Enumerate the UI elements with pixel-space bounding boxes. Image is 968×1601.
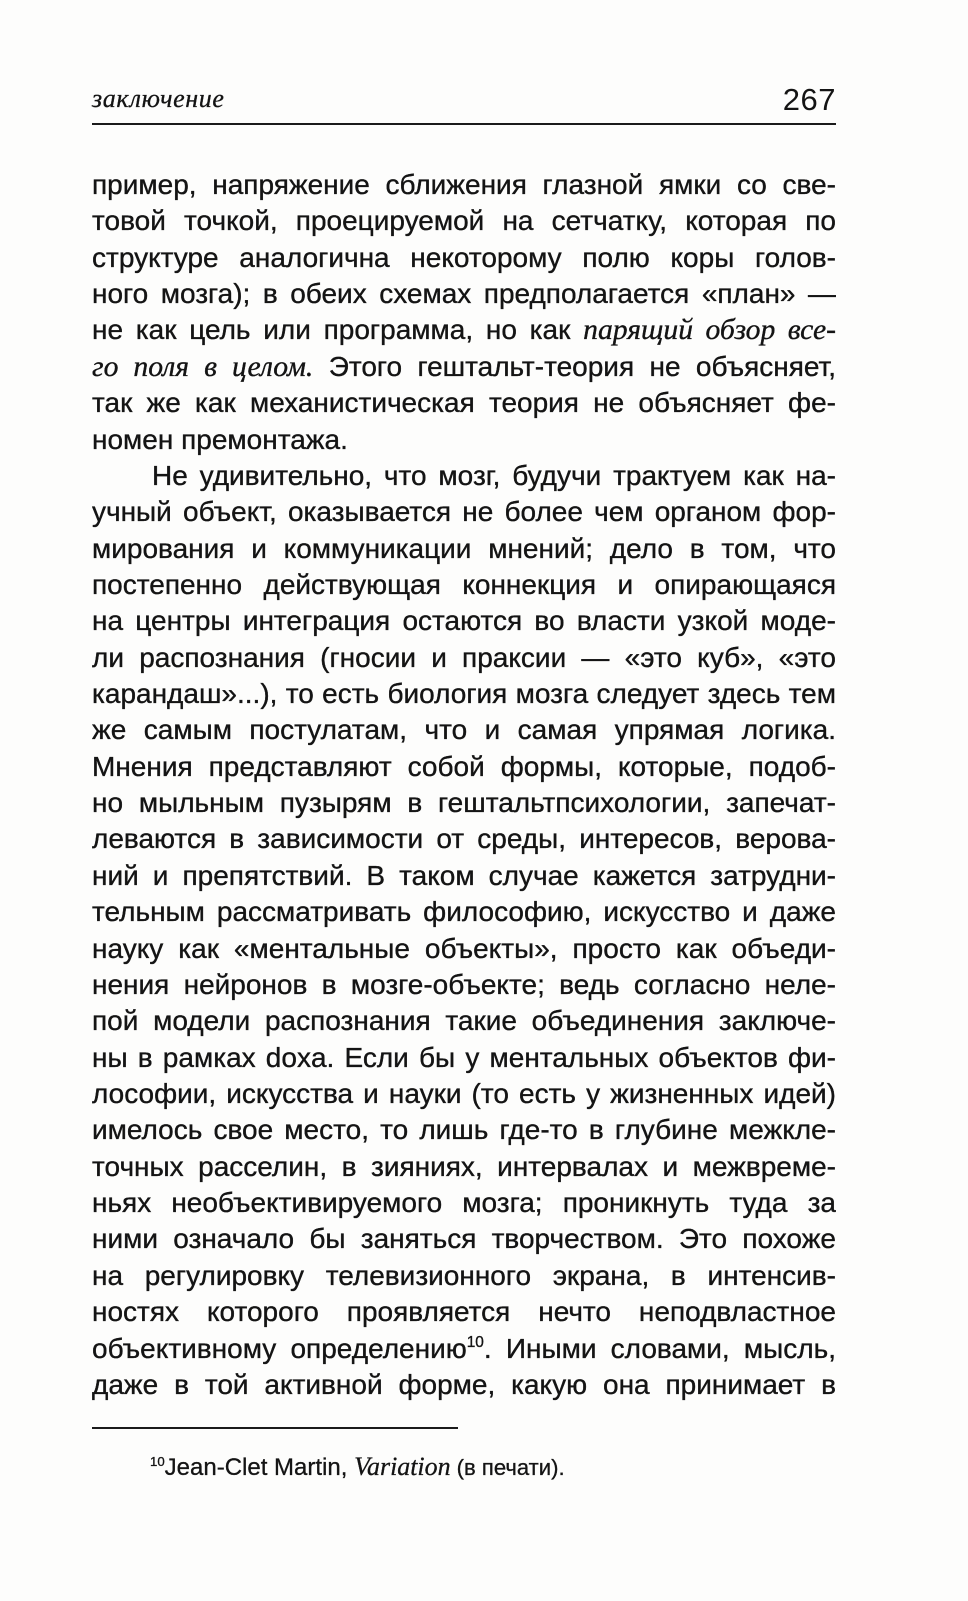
text-segment: так же как механистическая теория не объясняет фе- [92, 387, 836, 419]
text-segment: Этого гештальт-теория не объясняет, [313, 350, 836, 382]
footnote-reference: 10 [466, 1333, 484, 1351]
text-line [92, 1003, 836, 1039]
header-rule [92, 123, 836, 125]
text-line [92, 531, 836, 567]
text-segment: но мыльным пузырям в гештальтпсихологии, запечат- [92, 787, 836, 819]
text-segment: пой модели распознания такие объединения заключе- [92, 1005, 836, 1037]
text-line [92, 203, 836, 239]
text-segment: тельным рассматривать философию, искусство и даже [92, 896, 836, 928]
text-segment: лософии, искусства и науки (то есть у жизненных идей) [92, 1077, 836, 1109]
text-line [92, 821, 836, 857]
text-segment: ний и препятствий. В таком случае кажется затрудни- [92, 859, 836, 891]
text-segment: нения нейронов в мозге-объекте; ведь согласно неле- [92, 968, 836, 1000]
text-line [92, 458, 836, 494]
text-segment: же самым постулатам, что и самая упрямая логика. [92, 714, 836, 746]
text-line [92, 494, 836, 530]
text-segment: учный объект, оказывается не более чем органом фор- [92, 496, 836, 528]
text-line [92, 676, 836, 712]
text-line [92, 1367, 836, 1403]
text-line [92, 712, 836, 748]
text-line [92, 749, 836, 785]
text-line [92, 931, 836, 967]
footnote [150, 1449, 830, 1486]
text-line [92, 1076, 836, 1112]
running-title: заключение [92, 84, 225, 113]
text-line [92, 603, 836, 639]
text-segment: ного мозга); в обеих схемах предполагается «план» — [92, 278, 836, 310]
text-segment: на центры интеграция остаются во власти узкой моде- [92, 605, 836, 637]
text-segment: на регулировку телевизионного экрана, в интенсив- [92, 1259, 836, 1291]
text-segment: ностях которого проявляется нечто неподвластное [92, 1296, 836, 1328]
text-line [92, 1294, 836, 1330]
italic-text: го поля в целом. [92, 350, 314, 383]
text-line [92, 858, 836, 894]
text-segment: науку как «ментальные объекты», просто как объеди- [92, 932, 836, 964]
text-segment: ли распознания (гносии и праксии — «это куб», «это [92, 641, 836, 673]
footnote-mark: 10 [150, 1453, 165, 1469]
page-header [92, 78, 836, 120]
text-line [92, 385, 836, 421]
text-segment: имелось свое место, то лишь где-то в глубине межкле- [92, 1114, 836, 1146]
text-line [92, 167, 836, 203]
text-line [92, 349, 836, 385]
text-segment: пример, напряжение сближения глазной ямки со све- [92, 169, 836, 200]
text-line [92, 1040, 836, 1076]
text-segment: даже в той активной форме, какую она принимает в [92, 1368, 836, 1400]
text-line [92, 967, 836, 1003]
text-line [92, 894, 836, 930]
text-line [92, 422, 836, 458]
footnote-rule [92, 1427, 458, 1429]
text-line [92, 1185, 836, 1221]
text-line [92, 1112, 836, 1148]
text-segment: не как цель или программа, но как [92, 314, 584, 346]
paragraph [92, 167, 836, 458]
text-segment: номен премонтажа. [92, 423, 348, 455]
text-segment: ны в рамках doxa. Если бы у ментальных объектов фи- [92, 1041, 836, 1073]
body-text [92, 167, 836, 1403]
footnote-author: Jean-Clet Martin, [164, 1454, 355, 1481]
italic-text: парящий обзор все- [583, 314, 836, 347]
text-line [92, 785, 836, 821]
text-line [92, 276, 836, 312]
text-segment: ньях необъективируемого мозга; проникнуть туда за [92, 1187, 836, 1219]
text-segment: мирования и коммуникации мнений; дело в том, что [92, 532, 836, 564]
text-segment: объективному определению [92, 1332, 467, 1364]
text-line [92, 1331, 836, 1367]
text-line [92, 1149, 836, 1185]
text-line [92, 1258, 836, 1294]
text-segment: Мнения представляют собой формы, которые, подоб- [92, 750, 836, 782]
text-line [92, 567, 836, 603]
text-line [92, 1221, 836, 1257]
text-segment: постепенно действующая коннекция и опирающаяся [92, 568, 836, 600]
text-line [92, 640, 836, 676]
paragraph [92, 458, 836, 1403]
text-segment: товой точкой, проецируемой на сетчатку, которая по [92, 205, 836, 237]
text-line [92, 312, 836, 348]
text-segment: точных расселин, в зияниях, интервалах и межвреме- [92, 1150, 836, 1182]
text-line [92, 240, 836, 276]
text-segment: структуре аналогична некоторому полю коры голов- [92, 241, 836, 273]
text-segment: ними означало бы заняться творчеством. Это похоже [92, 1223, 836, 1255]
text-segment: . Иными словами, мысль, [483, 1332, 836, 1364]
footnote-note: (в печати). [450, 1455, 565, 1480]
text-segment: карандаш»...), то есть биология мозга следует здесь тем [92, 678, 836, 710]
footnote-title: Variation [354, 1452, 451, 1481]
text-segment: леваются в зависимости от среды, интересов, верова- [92, 823, 836, 855]
text-segment: Не удивительно, что мозг, будучи трактуем как на- [152, 459, 836, 491]
page-number: 267 [782, 82, 836, 117]
